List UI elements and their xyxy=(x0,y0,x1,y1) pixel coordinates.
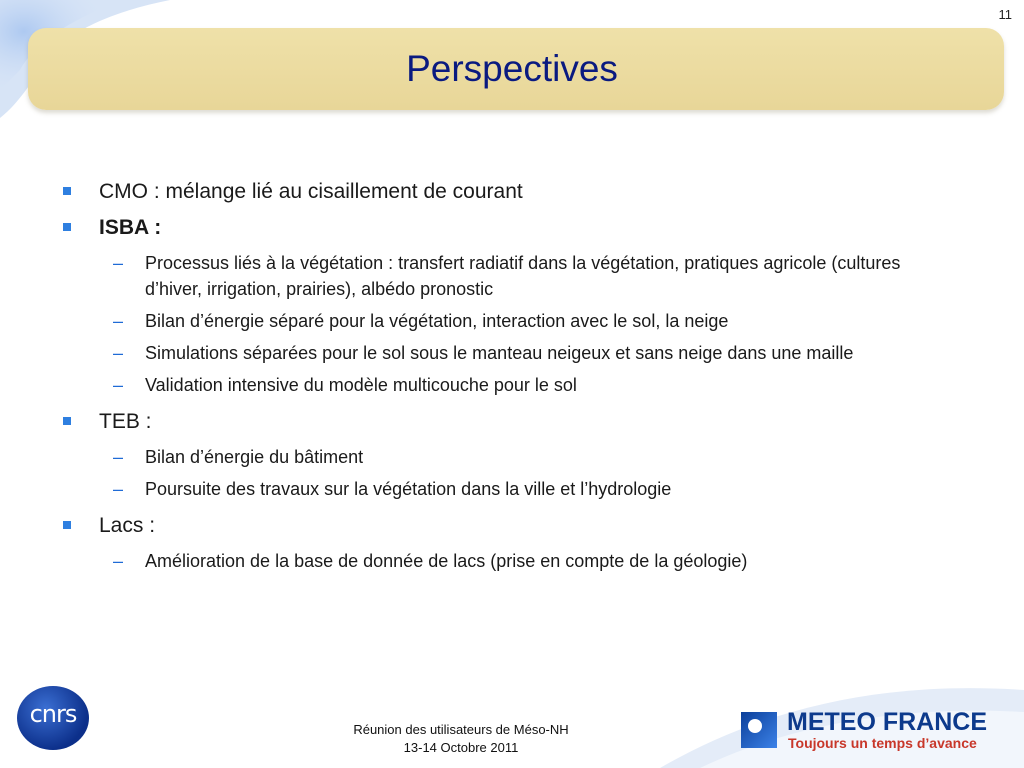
bullet-square-icon xyxy=(63,187,71,195)
bullet-text: CMO : mélange lié au cisaillement de courant xyxy=(99,180,523,203)
sub-bullet xyxy=(60,444,925,470)
slide-number: 11 xyxy=(998,7,1012,22)
dash-icon: – xyxy=(113,479,124,499)
sub-bullet xyxy=(60,548,925,574)
dash-icon: – xyxy=(113,343,124,363)
cnrs-logo-text: cnrs xyxy=(29,700,77,728)
sub-bullet-text: Simulations séparées pour le sol sous le manteau neigeux et sans neige dans une maille xyxy=(145,343,854,363)
sub-bullet xyxy=(60,476,925,502)
sub-bullet-text: Bilan d’énergie séparé pour la végétation, interaction avec le sol, la neige xyxy=(145,311,729,331)
footer-event: Réunion des utilisateurs de Méso-NH xyxy=(353,722,569,737)
bullet-teb xyxy=(60,408,960,436)
footer xyxy=(300,721,622,757)
bullet-lacs xyxy=(60,512,960,540)
sub-bullet-text: Amélioration de la base de donnée de lacs (prise en compte de la géologie) xyxy=(145,551,748,571)
bullet-text: Lacs : xyxy=(99,514,156,537)
sub-bullet-text: Bilan d’énergie du bâtiment xyxy=(145,447,364,467)
bullet-cmo xyxy=(60,178,960,206)
bullet-square-icon xyxy=(63,521,71,529)
dash-icon: – xyxy=(113,375,124,395)
dash-icon: – xyxy=(113,311,124,331)
dash-icon: – xyxy=(113,253,124,273)
meteo-france-logo-icon xyxy=(741,712,777,748)
bullet-text: ISBA : xyxy=(99,216,162,239)
sub-bullet-text: Poursuite des travaux sur la végétation dans la ville et l’hydrologie xyxy=(145,479,672,499)
sub-bullet xyxy=(60,250,925,302)
slide-content xyxy=(60,178,960,580)
bullet-isba xyxy=(60,214,960,242)
bullet-square-icon xyxy=(63,417,71,425)
bullet-text: TEB : xyxy=(99,410,152,433)
cnrs-logo xyxy=(17,686,89,750)
sub-bullet-text: Processus liés à la végétation : transfert radiatif dans la végétation, pratiques agricole (cultures d’hiver, irrigation, prairies), albédo pronostic xyxy=(145,253,901,299)
slide-title: Perspectives xyxy=(406,48,618,89)
meteo-france-tagline: Toujours un temps d’avance xyxy=(788,735,977,751)
sub-bullet-text: Validation intensive du modèle multicouche pour le sol xyxy=(145,375,577,395)
bullet-square-icon xyxy=(63,223,71,231)
footer-date: 13-14 Octobre 2011 xyxy=(403,740,519,755)
sub-bullet xyxy=(60,340,925,366)
dash-icon: – xyxy=(113,447,124,467)
dash-icon: – xyxy=(113,551,124,571)
sub-bullet xyxy=(60,372,925,398)
sub-bullet xyxy=(60,308,925,334)
meteo-france-brand: METEO FRANCE xyxy=(787,708,987,736)
